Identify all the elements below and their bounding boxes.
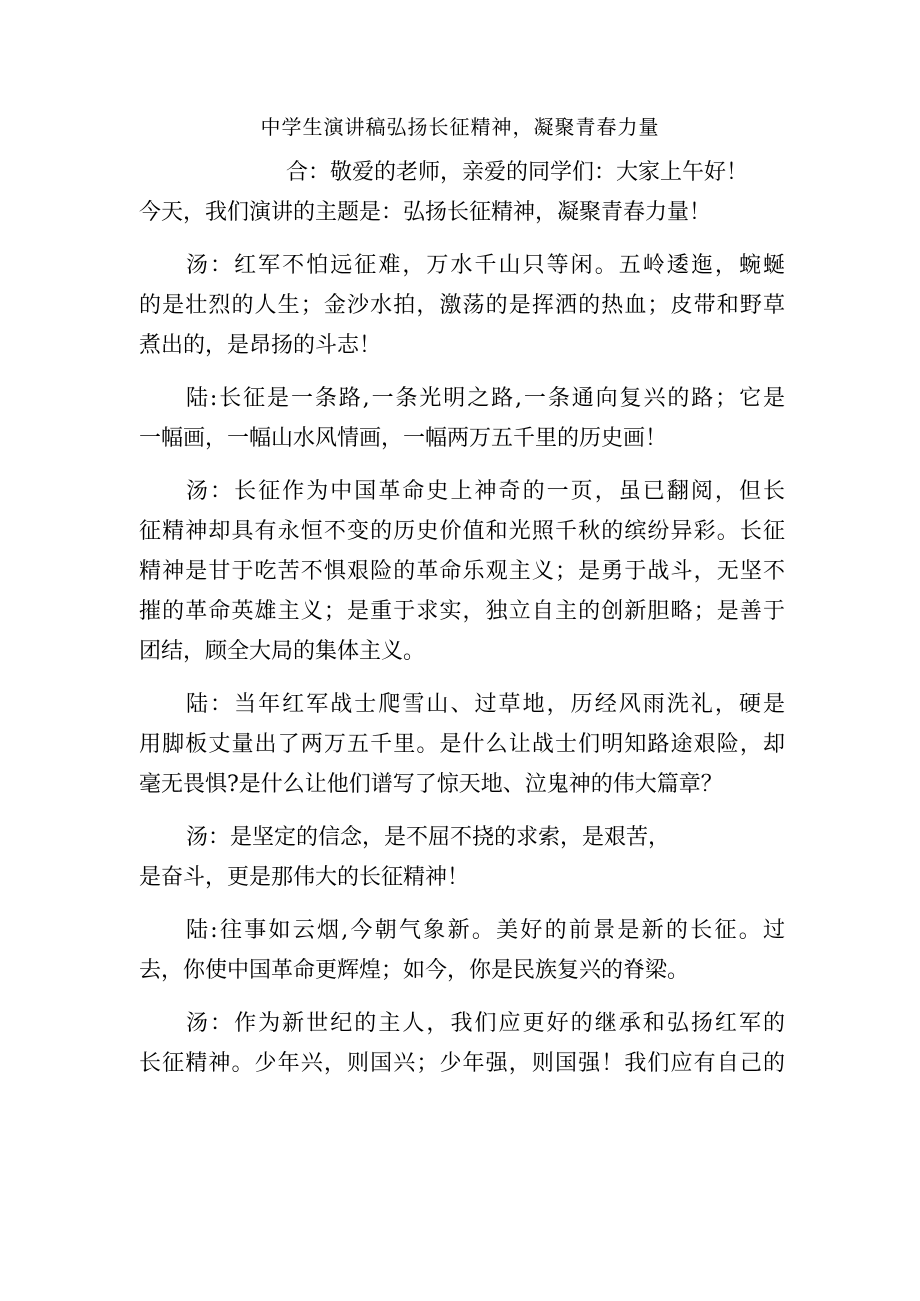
paragraph-line: 陆：当年红军战士爬雪山、过草地，历经风雨洗礼，硬是 — [186, 692, 785, 717]
paragraph-line: 的是壮烈的人生；金沙水拍，激荡的是挥洒的热血；皮带和野草 — [139, 293, 785, 318]
paragraph-line: 一幅画，一幅山水风情画，一幅两万五千里的历史画！ — [139, 426, 668, 451]
paragraph-line: 去，你使中国革命更辉煌；如今，你是民族复兴的脊梁。 — [139, 958, 690, 983]
paragraph-line: 摧的革命英雄主义；是重于求实，独立自主的创新胆略；是善于 — [139, 599, 785, 624]
paragraph-line: 是奋斗，更是那伟大的长征精神！ — [139, 865, 470, 890]
paragraph-line: 征精神却具有永恒不变的历史价值和光照千秋的缤纷异彩。长征 — [139, 519, 785, 544]
paragraph-line: 陆:长征是一条路,一条光明之路,一条通向复兴的路；它是 — [186, 386, 785, 411]
paragraph-line: 精神是甘于吃苦不惧艰险的革命乐观主义；是勇于战斗，无坚不 — [139, 559, 785, 584]
paragraph-line: 团结，顾全大局的集体主义。 — [139, 639, 426, 664]
paragraph-line: 汤：作为新世纪的主人，我们应更好的继承和弘扬红军的 — [186, 1011, 785, 1036]
paragraph-line: 汤：红军不怕远征难，万水千山只等闲。五岭逶迤，蜿蜒 — [186, 253, 785, 278]
page-title: 中学生演讲稿弘扬长征精神，凝聚青春力量 — [260, 115, 660, 139]
paragraph-line: 汤：是坚定的信念，是不屈不挠的求索，是艰苦， — [186, 825, 671, 850]
theme-line: 今天，我们演讲的主题是：弘扬长征精神，凝聚青春力量！ — [139, 200, 712, 225]
paragraph-line: 用脚板丈量出了两万五千里。是什么让战士们明知路途艰险，却 — [139, 732, 785, 757]
greeting-line: 合：敬爱的老师，亲爱的同学们：大家上午好！ — [286, 160, 749, 185]
speech-body — [139, 153, 785, 1084]
paragraph-line: 汤：长征作为中国革命史上神奇的一页，虽已翻阅，但长 — [186, 479, 785, 504]
paragraph-line: 煮出的，是昂扬的斗志！ — [139, 333, 382, 358]
paragraph-line: 长征精神。少年兴，则国兴；少年强，则国强！我们应有自己的 — [139, 1051, 785, 1076]
paragraph-line: 毫无畏惧?是什么让他们谱写了惊天地、泣鬼神的伟大篇章？ — [139, 772, 723, 797]
paragraph-line: 陆:往事如云烟,今朝气象新。美好的前景是新的长征。过 — [186, 918, 785, 943]
